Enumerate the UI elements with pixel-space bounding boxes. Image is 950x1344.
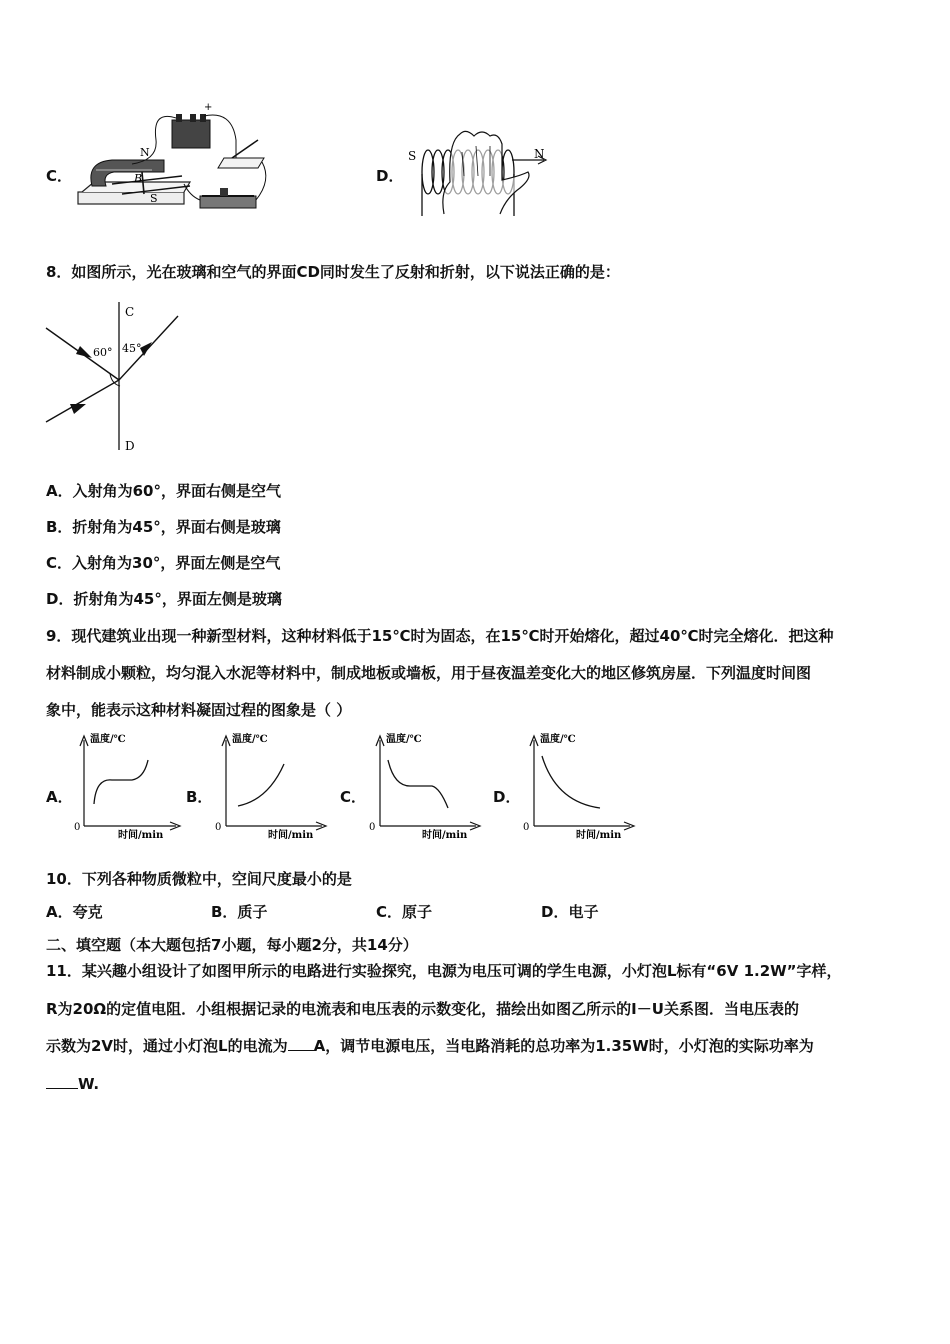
q9-graph-b [212, 730, 330, 842]
q7-option-d-label[interactable]: D． [376, 167, 404, 185]
q9-graph-c-xlabel: 时间/min [422, 830, 468, 841]
q9-graph-d-ylabel: 温度/℃ [540, 734, 576, 745]
q9-graph-d-xlabel: 时间/min [576, 830, 622, 841]
q8-option-d[interactable]: D．折射角为45°，界面左侧是玻璃 [46, 590, 282, 608]
q7-c-s-label: S [150, 192, 158, 205]
q8-option-c[interactable]: C．入射角为30°，界面左侧是空气 [46, 554, 281, 572]
q11-line-3-part-a: 示数为2V时，通过小灯泡L的电流为 [46, 1037, 288, 1055]
q7-d-right-hand-coil-figure [404, 122, 556, 222]
q8-d-label: D [125, 439, 135, 453]
q8-stem: 8．如图所示，光在玻璃和空气的界面CD同时发生了反射和折射，以下说法正确的是： [46, 263, 620, 281]
q9-graph-a-origin: 0 [74, 822, 81, 833]
q9-stem-line-3: 象中，能表示这种材料凝固过程的图象是（ ） [46, 701, 352, 719]
q9-graph-c-origin: 0 [369, 822, 376, 833]
q10-option-c[interactable]: C．原子 [376, 903, 433, 921]
q7-d-n-label: N [534, 147, 545, 161]
q9-graph-b-curve [238, 764, 284, 806]
q10-stem: 10．下列各种物质微粒中，空间尺度最小的是 [46, 870, 352, 888]
q9-stem-line-1: 9．现代建筑业出现一种新型材料，这种材料低于15℃时为固态，在15℃时开始熔化，超过40℃时完全熔化．把这种 [46, 627, 834, 645]
q9-graph-a-curve [94, 760, 148, 804]
q9-graph-d-curve [542, 756, 600, 808]
q9-graph-d [520, 730, 638, 842]
q11-line-3-part-b: A，调节电源电压，当电路消耗的总功率为1.35W时，小灯泡的实际功率为 [313, 1037, 814, 1055]
q8-angle-45-label: 45° [122, 342, 142, 355]
q10-option-d[interactable]: D．电子 [541, 903, 599, 921]
q9-graph-a-ylabel: 温度/℃ [90, 734, 126, 745]
q7-d-s-label: S [408, 149, 417, 163]
q9-graph-b-xlabel: 时间/min [268, 830, 314, 841]
q9-graph-d-origin: 0 [523, 822, 530, 833]
q7-c-b-label: B [134, 172, 143, 185]
q11-answer-blank-power[interactable] [46, 1074, 78, 1089]
q7-option-c-label[interactable]: C． [46, 167, 73, 185]
q9-graph-c-curve [388, 760, 448, 808]
q11-line-4-unit: W. [78, 1075, 100, 1093]
q9-graph-b-origin: 0 [215, 822, 222, 833]
q7-c-electromagnet-circuit-figure [72, 100, 284, 220]
q10-option-a[interactable]: A．夸克 [46, 903, 103, 921]
q10-option-b[interactable]: B．质子 [211, 903, 268, 921]
q11-line-4 [46, 1074, 99, 1094]
q11-line-3 [46, 1036, 814, 1056]
q7-c-plus-label: + [204, 102, 213, 113]
q11-line-1: 11．某兴趣小组设计了如图甲所示的电路进行实验探究，电源为电压可调的学生电源，小灯泡L标有“6V 1.2W”字样， [46, 962, 842, 980]
q9-graph-a [72, 730, 184, 842]
q11-line-2: R为20Ω的定值电阻．小组根据记录的电流表和电压表的示数变化，描绘出如图乙所示的I－U关系图．当电压表的 [46, 1000, 799, 1018]
q8-option-a[interactable]: A．入射角为60°，界面右侧是空气 [46, 482, 281, 500]
q8-c-label: C [125, 305, 135, 319]
q9-option-c-label[interactable]: C． [340, 788, 367, 806]
q9-graph-a-xlabel: 时间/min [118, 830, 164, 841]
q8-option-b[interactable]: B．折射角为45°，界面右侧是玻璃 [46, 518, 281, 536]
section-2-heading: 二、填空题（本大题包括7小题，每小题2分，共14分） [46, 936, 418, 954]
q9-option-a-label[interactable]: A． [46, 788, 73, 806]
q8-angle-60-label: 60° [93, 346, 113, 359]
q7-c-n-label: N [140, 146, 150, 159]
q9-option-d-label[interactable]: D． [493, 788, 521, 806]
q9-graph-c [366, 730, 484, 842]
q8-reflection-refraction-figure [40, 300, 190, 458]
q9-stem-line-2: 材料制成小颗粒，均匀混入水泥等材料中，制成地板或墙板，用于昼夜温差变化大的地区修筑房屋．下列温度时间图 [46, 664, 812, 682]
q9-graph-c-ylabel: 温度/℃ [386, 734, 422, 745]
q9-option-b-label[interactable]: B． [186, 788, 213, 806]
q9-graph-b-ylabel: 温度/℃ [232, 734, 268, 745]
q11-answer-blank-current[interactable] [288, 1036, 314, 1051]
